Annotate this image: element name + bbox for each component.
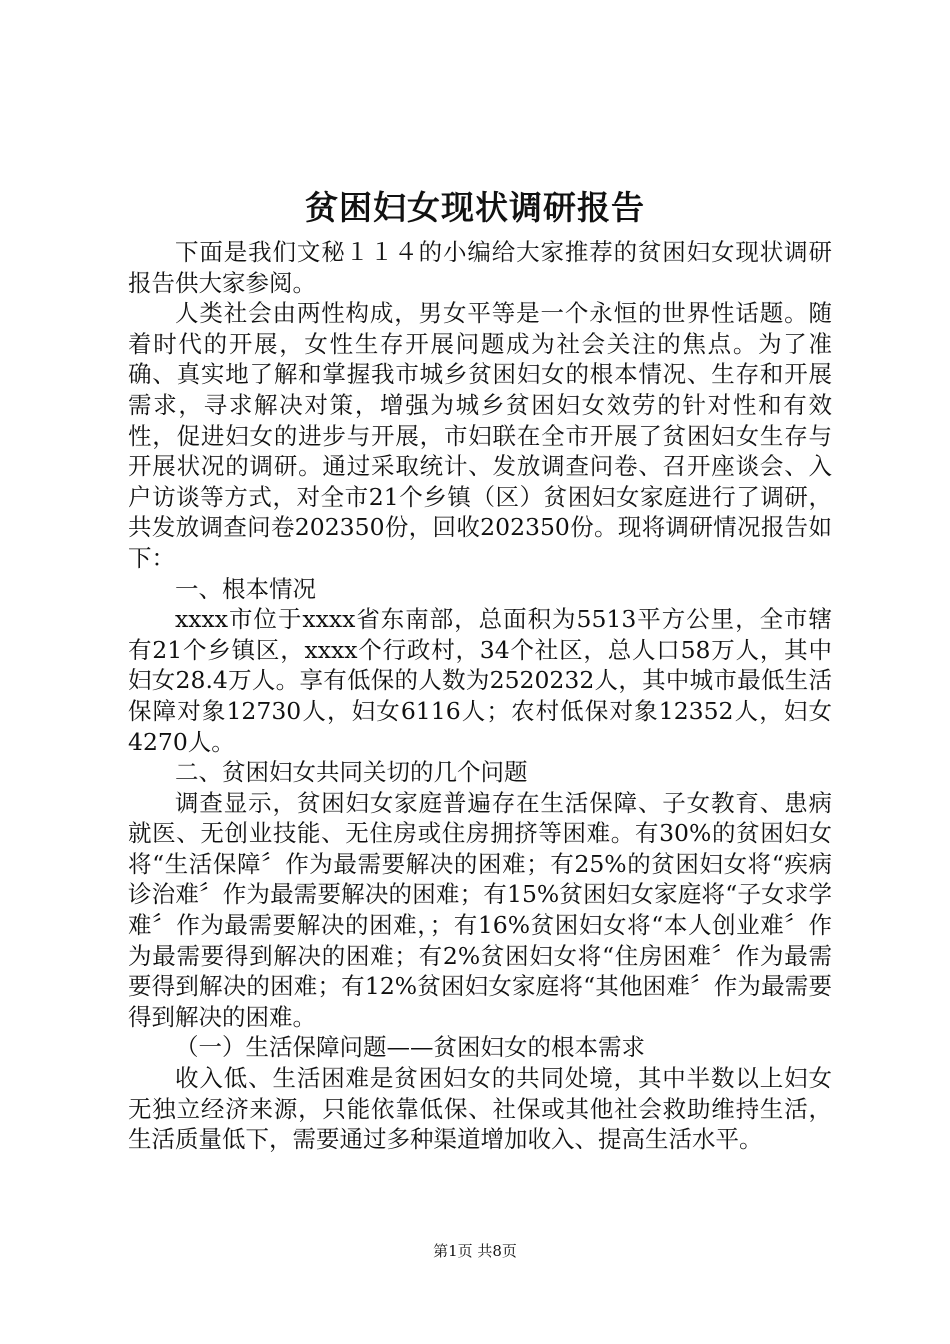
paragraph-background: 人类社会由两性构成，男女平等是一个永恒的世界性话题。随着时代的开展，女性生存开展问题成为社会关注的焦点。为了准确、真实地了解和掌握我市城乡贫困妇女的根本情况、生存和开展需求，寻求解决对策，增强为城乡贫困妇女效劳的针对性和有效性，促进妇女的进步与开展，市妇联在全市开展了贫困妇女生存与开展状况的调研。通过采取统计、发放调查问卷、召开座谈会、入户访谈等方式，对全市21个乡镇（区）贫困妇女家庭进行了调研，共发放调查问卷202350份，回收202350份。现将调研情况报告如下： [128, 299, 832, 572]
section-heading-common-concerns: 二、贫困妇女共同关切的几个问题 [175, 758, 528, 787]
document-title: 贫困妇女现状调研报告 [305, 188, 645, 227]
paragraph-living-security: 收入低、生活困难是贫困妇女的共同处境，其中半数以上妇女无独立经济来源，只能依靠低保、社保或其他社会救助维持生活，生活质量低下，需要通过多种渠道增加收入、提高生活水平。 [128, 1064, 832, 1154]
section-heading-basic-situation: 一、根本情况 [175, 574, 316, 603]
subsection-heading-living-security: （一）生活保障问题——贫困妇女的根本需求 [175, 1033, 645, 1062]
document-body [128, 237, 832, 1155]
paragraph-basic-situation: xxxx市位于xxxx省东南部，总面积为5513平方公里，全市辖有21个乡镇区，xxxx个行政村，34个社区，总人口58万人，其中妇女28.4万人。享有低保的人数为2520232人，其中城市最低生活保障对象12730人，妇女6116人；农村低保对象12352人，妇女4270人。 [128, 605, 832, 756]
page-footer: 第1页 共8页 [433, 1242, 517, 1260]
paragraph-survey-results: 调查显示，贫困妇女家庭普遍存在生活保障、子女教育、患病就医、无创业技能、无住房或住房拥挤等困难。有30%的贫困妇女将“生活保障〞作为最需要解决的困难；有25%的贫困妇女将“疾病诊治难〞作为最需要解决的困难；有15%贫困妇女家庭将“子女求学难〞作为最需要解决的困难，；有16%贫困妇女将“本人创业难〞作为最需要得到解决的困难；有2%贫困妇女将“住房困难〞作为最需要得到解决的困难；有12%贫困妇女家庭将“其他困难〞作为最需要得到解决的困难。 [128, 788, 832, 1031]
paragraph-intro: 下面是我们文秘１１４的小编给大家推荐的贫困妇女现状调研报告供大家参阅。 [128, 238, 832, 297]
